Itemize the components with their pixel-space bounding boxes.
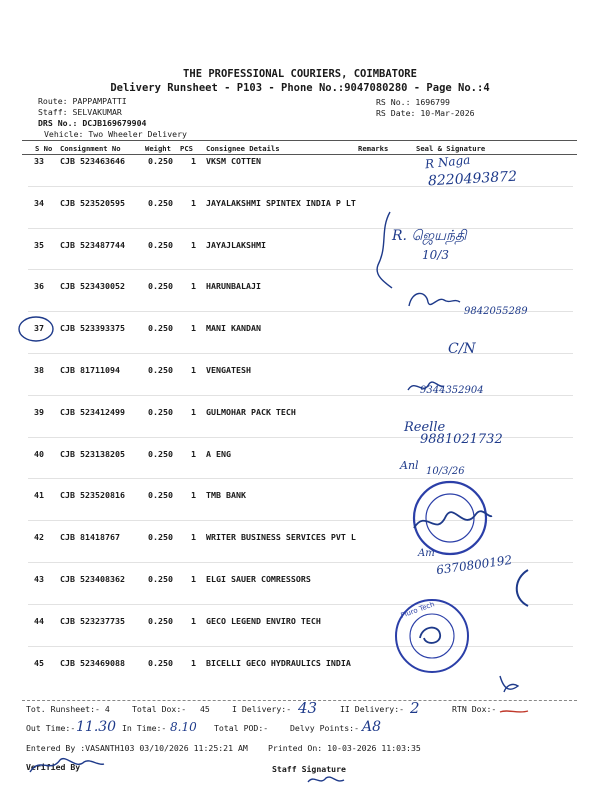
row-pcs: 1	[191, 449, 196, 459]
row-consignment-no: CJB 523463646	[60, 156, 125, 166]
row-weight: 0.250	[148, 281, 173, 291]
row-pcs: 1	[191, 198, 196, 208]
i-delivery-label: I Delivery:-	[232, 704, 292, 714]
row-sno: 33	[34, 156, 44, 166]
row-pcs: 1	[191, 240, 196, 250]
row-sno: 38	[34, 365, 44, 375]
row40-handwritten-date: 10/3/26	[426, 466, 465, 477]
in-time-value: 8.10	[170, 720, 197, 734]
row-pcs: 1	[191, 365, 196, 375]
verified-by-signature	[26, 752, 106, 778]
total-pod-label: Total POD:-	[214, 723, 269, 733]
row-separator	[28, 646, 573, 647]
row37-handwritten-note: C/N	[448, 341, 476, 357]
row-consignee: WRITER BUSINESS SERVICES PVT L	[206, 532, 356, 542]
col-sno: S No	[35, 144, 53, 153]
delvy-points-label: Delvy Points:-	[290, 723, 360, 733]
ii-delivery-value: 2	[410, 699, 420, 717]
row-pcs: 1	[191, 323, 196, 333]
row-separator	[28, 353, 573, 354]
row-weight: 0.250	[148, 490, 173, 500]
row43-side-stamp	[508, 568, 534, 608]
row34-signature-stroke	[372, 210, 402, 290]
row-pcs: 1	[191, 574, 196, 584]
row-sno: 35	[34, 240, 44, 250]
row-weight: 0.250	[148, 449, 173, 459]
row-separator	[28, 269, 573, 270]
out-time-value: 11.30	[76, 719, 117, 735]
staff-signature-scribble	[306, 772, 346, 788]
row41-bank-stamp	[406, 478, 496, 558]
row-consignee: HARUNBALAJI	[206, 281, 261, 291]
col-seal: Seal & Signature	[416, 144, 486, 153]
row-sno: 44	[34, 616, 44, 626]
rs-number: RS No.: 1696799	[376, 97, 450, 107]
row45-signature-mark	[496, 672, 524, 696]
total-dox-label: Total Dox:-	[132, 704, 187, 714]
col-pcs: PCS	[180, 144, 193, 153]
row-consignment-no: CJB 81711094	[60, 365, 120, 375]
header-top-rule	[22, 140, 577, 141]
row-consignee: VENGATESH	[206, 365, 251, 375]
row-sno: 41	[34, 490, 44, 500]
verified-by: Verified By	[26, 762, 81, 772]
row-consignee: A ENG	[206, 449, 231, 459]
row-sno: 43	[34, 574, 44, 584]
row-sno: 37	[34, 323, 44, 333]
row-consignment-no: CJB 523412499	[60, 407, 125, 417]
row33-handwritten-phone: 8220493872	[427, 168, 518, 190]
row-pcs: 1	[191, 490, 196, 500]
i-delivery-value: 43	[298, 699, 318, 717]
row39-handwritten-signature: Reelle	[404, 420, 446, 435]
company-title: THE PROFESSIONAL COURIERS, COIMBATORE	[183, 68, 417, 80]
row-consignment-no: CJB 523520816	[60, 490, 125, 500]
row-consignee: MANI KANDAN	[206, 323, 261, 333]
row-weight: 0.250	[148, 240, 173, 250]
row37-handwritten-phone: 9842055289	[464, 306, 528, 317]
row-sno: 42	[34, 532, 44, 542]
row-sno: 36	[34, 281, 44, 291]
row-consignee: VKSM COTTEN	[206, 156, 261, 166]
row33-handwritten-name: R Naga	[424, 152, 471, 172]
row-pcs: 1	[191, 616, 196, 626]
row-pcs: 1	[191, 658, 196, 668]
vehicle-label: Vehicle: Two Wheeler Delivery	[44, 129, 187, 139]
rtn-dox-label: RTN Dox:-	[452, 704, 497, 714]
row-pcs: 1	[191, 532, 196, 542]
col-consignee: Consignee Details	[206, 144, 280, 153]
printed-on: Printed On: 10-03-2026 11:03:35	[268, 743, 421, 753]
header-bottom-rule	[22, 154, 577, 155]
row-pcs: 1	[191, 407, 196, 417]
row-weight: 0.250	[148, 532, 173, 542]
row-separator	[28, 186, 573, 187]
runsheet-title: Delivery Runsheet - P103 - Phone No.:9047080280 - Page No.:4	[110, 82, 490, 94]
rs-date: RS Date: 10-Mar-2026	[376, 108, 475, 118]
row-consignment-no: CJB 523520595	[60, 198, 125, 208]
row-pcs: 1	[191, 156, 196, 166]
delvy-points-value: A8	[362, 719, 382, 735]
row-consignee: TMB BANK	[206, 490, 246, 500]
in-time-label: In Time:-	[122, 723, 167, 733]
row44-stamp-text: Fluro Tech	[399, 600, 436, 620]
row-consignee: GULMOHAR PACK TECH	[206, 407, 296, 417]
row37-signature-scribble	[404, 288, 464, 318]
row38-handwritten-phone: 9344352904	[420, 385, 484, 396]
out-time-label: Out Time:-	[26, 723, 76, 733]
row-consignment-no: CJB 523469088	[60, 658, 125, 668]
row-consignment-no: CJB 81418767	[60, 532, 120, 542]
row-consignment-no: CJB 523487744	[60, 240, 125, 250]
staff-signature-label: Staff Signature	[272, 764, 346, 774]
row37-circle-mark	[17, 315, 57, 343]
row-consignee: GECO LEGEND ENVIRO TECH	[206, 616, 321, 626]
row-weight: 0.250	[148, 323, 173, 333]
row40-handwritten-sign: Anl	[400, 459, 419, 472]
row-weight: 0.250	[148, 156, 173, 166]
row-consignment-no: CJB 523408362	[60, 574, 125, 584]
row-pcs: 1	[191, 281, 196, 291]
rtn-dox-dash-mark	[498, 708, 530, 716]
row34-handwritten-date: 10/3	[422, 248, 449, 262]
row-consignment-no: CJB 523237735	[60, 616, 125, 626]
row-separator	[28, 395, 573, 396]
row-weight: 0.250	[148, 365, 173, 375]
row-consignment-no: CJB 523393375	[60, 323, 125, 333]
row-sno: 39	[34, 407, 44, 417]
row-weight: 0.250	[148, 574, 173, 584]
row-consignee: ELGI SAUER COMRESSORS	[206, 574, 311, 584]
row42-handwritten-phone: 6370800192	[435, 552, 513, 578]
row-separator	[28, 228, 573, 229]
tot-runsheet: Tot. Runsheet:- 4	[26, 704, 110, 714]
row-consignment-no: CJB 523430052	[60, 281, 125, 291]
row-weight: 0.250	[148, 198, 173, 208]
row-consignment-no: CJB 523138205	[60, 449, 125, 459]
col-weight: Weight	[145, 144, 171, 153]
row-consignee: JAYAJLAKSHMI	[206, 240, 266, 250]
total-dox-value: 45	[200, 704, 210, 714]
row-weight: 0.250	[148, 407, 173, 417]
row-weight: 0.250	[148, 658, 173, 668]
row-separator	[28, 604, 573, 605]
row-sno: 45	[34, 658, 44, 668]
row-consignee: BICELLI GECO HYDRAULICS INDIA	[206, 658, 351, 668]
col-consignment: Consignment No	[60, 144, 121, 153]
row42-handwritten-sign: Am	[418, 548, 435, 559]
row-sno: 40	[34, 449, 44, 459]
row34-handwritten-signature: R. ஜெயந்தி	[392, 228, 467, 244]
staff-label: Staff: SELVAKUMAR	[38, 107, 122, 117]
row-sno: 34	[34, 198, 44, 208]
ii-delivery-label: II Delivery:-	[340, 704, 405, 714]
route-label: Route: PAPPAMPATTI	[38, 96, 127, 106]
row39-handwritten-phone: 9881021732	[420, 432, 503, 447]
drs-number: DRS No.: DCJB169679904	[38, 118, 147, 128]
row-consignee: JAYALAKSHMI SPINTEX INDIA P LT	[206, 198, 356, 208]
row-weight: 0.250	[148, 616, 173, 626]
col-remarks: Remarks	[358, 144, 389, 153]
entered-by: Entered By :VASANTH103 03/10/2026 11:25:21 AM	[26, 743, 248, 753]
